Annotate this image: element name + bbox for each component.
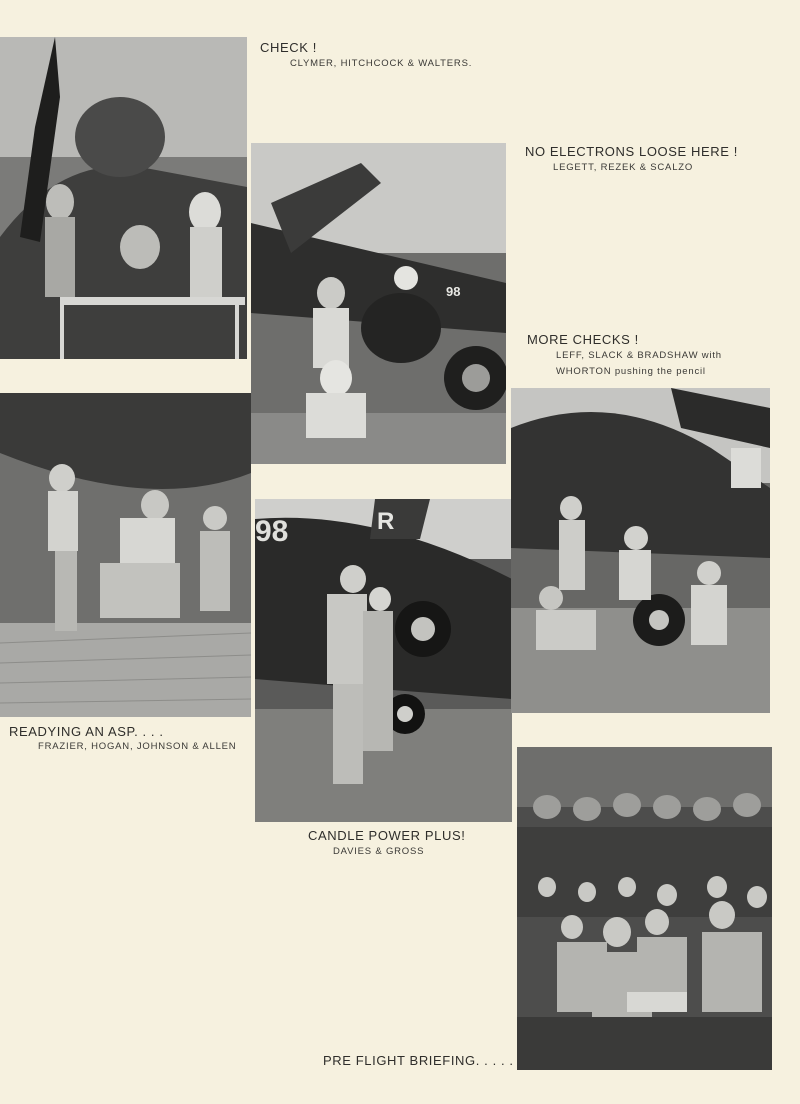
photo-electronics-crew [251, 143, 506, 464]
aircraft-tail-letter: R [377, 508, 395, 535]
photo-more-checks [511, 388, 770, 713]
caption-more-checks-names-2: WHORTON pushing the pencil [556, 366, 706, 377]
caption-check-names: CLYMER, HITCHCOCK & WALTERS. [290, 58, 473, 69]
aircraft-number-98-b: 98 [255, 515, 289, 548]
caption-electrons-title: NO ELECTRONS LOOSE HERE ! [525, 144, 738, 159]
caption-candle-title: CANDLE POWER PLUS! [308, 828, 466, 843]
photo-engine-crew [0, 37, 247, 359]
photo-candle-power [255, 499, 512, 822]
caption-readying-title: READYING AN ASP. . . . [9, 724, 164, 739]
caption-more-checks-title: MORE CHECKS ! [527, 332, 639, 347]
caption-more-checks-names-1: LEFF, SLACK & BRADSHAW with [556, 350, 722, 361]
caption-check-title: CHECK ! [260, 40, 317, 55]
aircraft-number-98-a: 98 [446, 284, 461, 299]
caption-briefing-title: PRE FLIGHT BRIEFING. . . . . [323, 1053, 514, 1068]
caption-electrons-names: LEGETT, REZEK & SCALZO [553, 162, 694, 173]
photo-preflight-briefing [517, 747, 772, 1070]
caption-readying-names: FRAZIER, HOGAN, JOHNSON & ALLEN [38, 741, 237, 752]
caption-candle-names: DAVIES & GROSS [333, 846, 425, 857]
photo-readying-asp [0, 393, 251, 717]
